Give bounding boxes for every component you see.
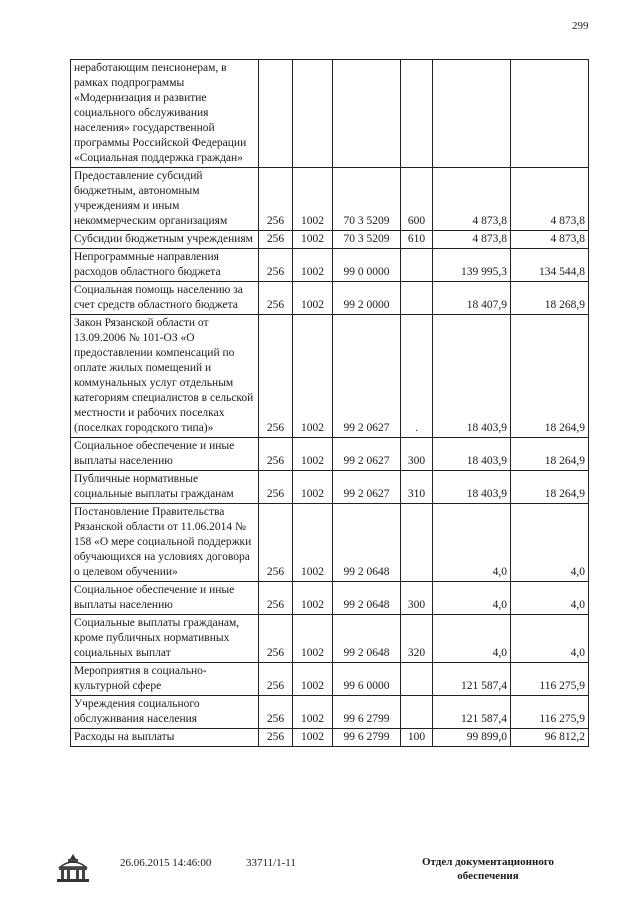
table-row: [71, 663, 589, 696]
cell-target-article: 99 6 2799: [333, 729, 401, 747]
cell-target-article: 70 3 5209: [333, 231, 401, 249]
table-row: [71, 729, 589, 747]
cell-section-code: 1002: [293, 249, 333, 282]
cell-amount-2: 96 812,2: [511, 729, 589, 747]
cell-department-code: 256: [259, 471, 293, 504]
cell-amount-1: 121 587,4: [433, 663, 511, 696]
cell-section-code: 1002: [293, 663, 333, 696]
cell-expense-type: 300: [401, 582, 433, 615]
table-row: [71, 60, 589, 168]
cell-amount-1: 139 995,3: [433, 249, 511, 282]
cell-name: Учреждения социального обслуживания населения: [71, 696, 259, 729]
cell-department-code: 256: [259, 282, 293, 315]
table-row: [71, 168, 589, 231]
cell-name: неработающим пенсионерам, в рамках подпрограммы «Модернизация и развитие социального обслуживания населения» государственной программы Российской Федерации «Социальная поддержка граждан»: [71, 60, 259, 168]
regional-emblem-logo: [54, 852, 92, 884]
cell-name: Социальные выплаты гражданам, кроме публичных нормативных социальных выплат: [71, 615, 259, 663]
cell-amount-2: 18 264,9: [511, 315, 589, 438]
table-row: [71, 438, 589, 471]
cell-amount-2: 18 264,9: [511, 438, 589, 471]
cell-amount-2: 18 268,9: [511, 282, 589, 315]
cell-amount-2: 4 873,8: [511, 231, 589, 249]
cell-target-article: 99 2 0627: [333, 438, 401, 471]
cell-amount-1: 4,0: [433, 504, 511, 582]
cell-expense-type: 320: [401, 615, 433, 663]
cell-amount-2: 134 544,8: [511, 249, 589, 282]
footer-document-number: 33711/1-11: [246, 857, 296, 869]
budget-table: [70, 59, 589, 747]
cell-expense-type: [401, 249, 433, 282]
table-row: [71, 471, 589, 504]
page-number: 299: [572, 20, 589, 32]
cell-target-article: 99 2 0627: [333, 471, 401, 504]
cell-department-code: 256: [259, 729, 293, 747]
cell-target-article: 99 2 0648: [333, 582, 401, 615]
table-row: [71, 231, 589, 249]
cell-name: Социальное обеспечение и иные выплаты населению: [71, 582, 259, 615]
cell-section-code: 1002: [293, 582, 333, 615]
cell-department-code: 256: [259, 438, 293, 471]
budget-table-body: [71, 60, 589, 747]
cell-expense-type: 300: [401, 438, 433, 471]
cell-target-article: 99 2 0627: [333, 315, 401, 438]
cell-expense-type: .: [401, 315, 433, 438]
cell-target-article: [333, 60, 401, 168]
cell-department-code: 256: [259, 168, 293, 231]
cell-department-code: [259, 60, 293, 168]
cell-amount-1: 4 873,8: [433, 231, 511, 249]
cell-name: Непрограммные направления расходов областного бюджета: [71, 249, 259, 282]
cell-section-code: 1002: [293, 504, 333, 582]
cell-department-code: 256: [259, 315, 293, 438]
table-row: [71, 282, 589, 315]
cell-section-code: [293, 60, 333, 168]
cell-name: Мероприятия в социально-культурной сфере: [71, 663, 259, 696]
table-row: [71, 582, 589, 615]
cell-department-code: 256: [259, 504, 293, 582]
cell-amount-1: [433, 60, 511, 168]
cell-amount-2: 4,0: [511, 504, 589, 582]
cell-section-code: 1002: [293, 438, 333, 471]
cell-amount-1: 18 403,9: [433, 471, 511, 504]
cell-expense-type: 600: [401, 168, 433, 231]
cell-section-code: 1002: [293, 231, 333, 249]
cell-target-article: 99 6 0000: [333, 663, 401, 696]
cell-amount-1: 4,0: [433, 582, 511, 615]
cell-target-article: 99 6 2799: [333, 696, 401, 729]
cell-section-code: 1002: [293, 696, 333, 729]
cell-amount-2: 18 264,9: [511, 471, 589, 504]
cell-target-article: 99 0 0000: [333, 249, 401, 282]
cell-amount-2: [511, 60, 589, 168]
cell-name: Закон Рязанской области от 13.09.2006 № 101-ОЗ «О предоставлении компенсаций по оплате жилых помещений и коммунальных услуг отдельным категориям специалистов в сельской местности и рабочих поселках (поселках городского типа)»: [71, 315, 259, 438]
cell-department-code: 256: [259, 582, 293, 615]
cell-section-code: 1002: [293, 471, 333, 504]
cell-section-code: 1002: [293, 315, 333, 438]
cell-name: Предоставление субсидий бюджетным, автономным учреждениям и иным некоммерческим организациям: [71, 168, 259, 231]
cell-target-article: 99 2 0648: [333, 615, 401, 663]
cell-amount-2: 4 873,8: [511, 168, 589, 231]
cell-name: Постановление Правительства Рязанской области от 11.06.2014 № 158 «О мере социальной поддержки обучающихся на условиях договора о целевом обучении»: [71, 504, 259, 582]
cell-name: Расходы на выплаты: [71, 729, 259, 747]
table-row: [71, 696, 589, 729]
cell-expense-type: [401, 504, 433, 582]
cell-amount-2: 4,0: [511, 582, 589, 615]
cell-name: Социальная помощь населению за счет средств областного бюджета: [71, 282, 259, 315]
cell-target-article: 99 2 0000: [333, 282, 401, 315]
cell-department-code: 256: [259, 696, 293, 729]
cell-name: Публичные нормативные социальные выплаты гражданам: [71, 471, 259, 504]
cell-amount-1: 121 587,4: [433, 696, 511, 729]
footer-datetime: 26.06.2015 14:46:00: [120, 857, 212, 869]
cell-amount-1: 4 873,8: [433, 168, 511, 231]
cell-expense-type: [401, 696, 433, 729]
cell-section-code: 1002: [293, 282, 333, 315]
cell-department-code: 256: [259, 231, 293, 249]
cell-section-code: 1002: [293, 729, 333, 747]
cell-department-code: 256: [259, 249, 293, 282]
cell-amount-2: 116 275,9: [511, 663, 589, 696]
cell-amount-2: 4,0: [511, 615, 589, 663]
cell-section-code: 1002: [293, 615, 333, 663]
cell-amount-1: 18 403,9: [433, 315, 511, 438]
cell-department-code: 256: [259, 615, 293, 663]
cell-name: Социальное обеспечение и иные выплаты населению: [71, 438, 259, 471]
cell-department-code: 256: [259, 663, 293, 696]
cell-amount-2: 116 275,9: [511, 696, 589, 729]
cell-target-article: 70 3 5209: [333, 168, 401, 231]
cell-expense-type: [401, 663, 433, 696]
cell-amount-1: 99 899,0: [433, 729, 511, 747]
cell-amount-1: 4,0: [433, 615, 511, 663]
cell-expense-type: 610: [401, 231, 433, 249]
cell-target-article: 99 2 0648: [333, 504, 401, 582]
footer-department-line2: обеспечения: [457, 870, 519, 882]
cell-expense-type: [401, 60, 433, 168]
cell-amount-1: 18 407,9: [433, 282, 511, 315]
table-row: [71, 615, 589, 663]
cell-section-code: 1002: [293, 168, 333, 231]
cell-name: Субсидии бюджетным учреждениям: [71, 231, 259, 249]
cell-expense-type: 100: [401, 729, 433, 747]
cell-expense-type: [401, 282, 433, 315]
cell-amount-1: 18 403,9: [433, 438, 511, 471]
footer-department-line1: Отдел документационного: [421, 856, 555, 868]
table-row: [71, 315, 589, 438]
table-row: [71, 504, 589, 582]
footer-department: [408, 855, 568, 883]
table-row: [71, 249, 589, 282]
cell-expense-type: 310: [401, 471, 433, 504]
